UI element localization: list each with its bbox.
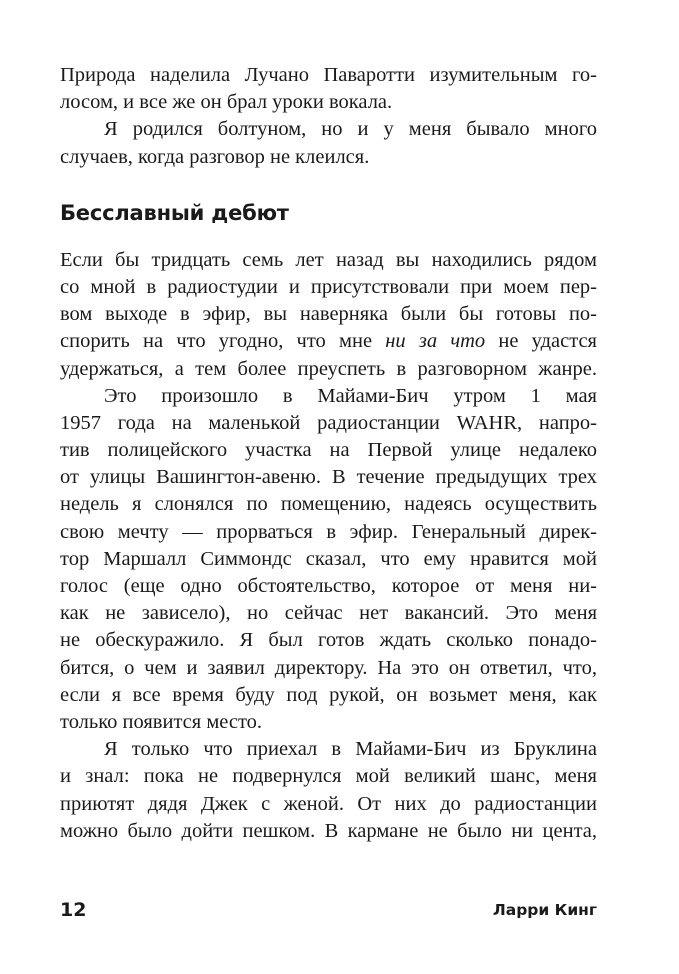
text-line: если я все время буду под рукой, он возьмет меня, как xyxy=(60,683,597,706)
paragraph-1 xyxy=(60,247,597,383)
text-line: тив полицейского участка на Первой улице недалеко xyxy=(60,439,597,462)
page-body xyxy=(60,62,597,845)
text-line: не обескуражило. Я был готов ждать сколько понадо- xyxy=(60,629,597,652)
text-line: Я родился болтуном, но и у меня бывало много xyxy=(104,118,597,141)
text-line: 1957 года на маленькой радиостанции WAHR, напро- xyxy=(60,411,597,434)
text-line: со мной в радиостудии и присутствовали при моем пер- xyxy=(60,275,597,298)
text-line: и знал: пока не подвернулся мой великий шанс, меня xyxy=(60,765,597,788)
text-line: лосом, и все же он брал уроки вокала. xyxy=(60,91,393,114)
text-line: Природа наделила Лучано Паваротти изумительным го- xyxy=(60,64,597,86)
page-number: 12 xyxy=(60,899,87,921)
text-line: удержаться, а тем более преуспеть в разговорном жанре. xyxy=(60,357,597,380)
text-line: тор Маршалл Симмондс сказал, что ему нравится мой xyxy=(60,547,597,570)
intro-text xyxy=(60,62,597,171)
text-line: только появится место. xyxy=(60,710,263,733)
text-line: от улицы Вашингтон-авеню. В течение предыдущих трех xyxy=(60,466,597,489)
text-line: свою мечту — прорваться в эфир. Генеральный дирек- xyxy=(60,520,597,543)
text-line: Если бы тридцать семь лет назад вы находились рядом xyxy=(60,248,597,271)
text-line: Это произошло в Майами-Бич утром 1 мая xyxy=(104,384,597,407)
page-footer xyxy=(60,899,597,923)
text-run: не удастся xyxy=(485,330,597,353)
text-line xyxy=(60,328,597,355)
spacer xyxy=(60,171,597,199)
text-line: голос (еще одно обстоятельство, которое от меня ни- xyxy=(60,575,597,597)
section-heading: Бесславный дебют xyxy=(60,200,289,225)
text-line: вом выходе в эфир, вы наверняка были бы готовы по- xyxy=(60,303,597,326)
text-line: случаев, когда разговор не клеился. xyxy=(60,145,370,168)
paragraph-2 xyxy=(60,383,597,736)
running-title: Ларри Кинг xyxy=(492,901,597,919)
text-line: приютят дядя Джек с женой. От них до радиостанции xyxy=(60,792,597,815)
text-line: можно было дойти пешком. В кармане не было ни цента, xyxy=(60,819,597,842)
text-run: спорить на что угодно, что мне xyxy=(60,330,386,353)
text-line: бится, о чем и заявил директору. На это он ответил, что, xyxy=(60,656,597,679)
text-line: недель я слонялся по помещению, надеясь осуществить xyxy=(60,493,597,516)
emphasis-text: ни за что xyxy=(385,330,486,353)
text-line: Я только что приехал в Майами-Бич из Бруклина xyxy=(104,738,597,761)
paragraph-3 xyxy=(60,736,597,845)
spacer xyxy=(60,227,597,247)
text-line: как не зависело), но сейчас нет вакансий. Это меня xyxy=(60,602,597,625)
